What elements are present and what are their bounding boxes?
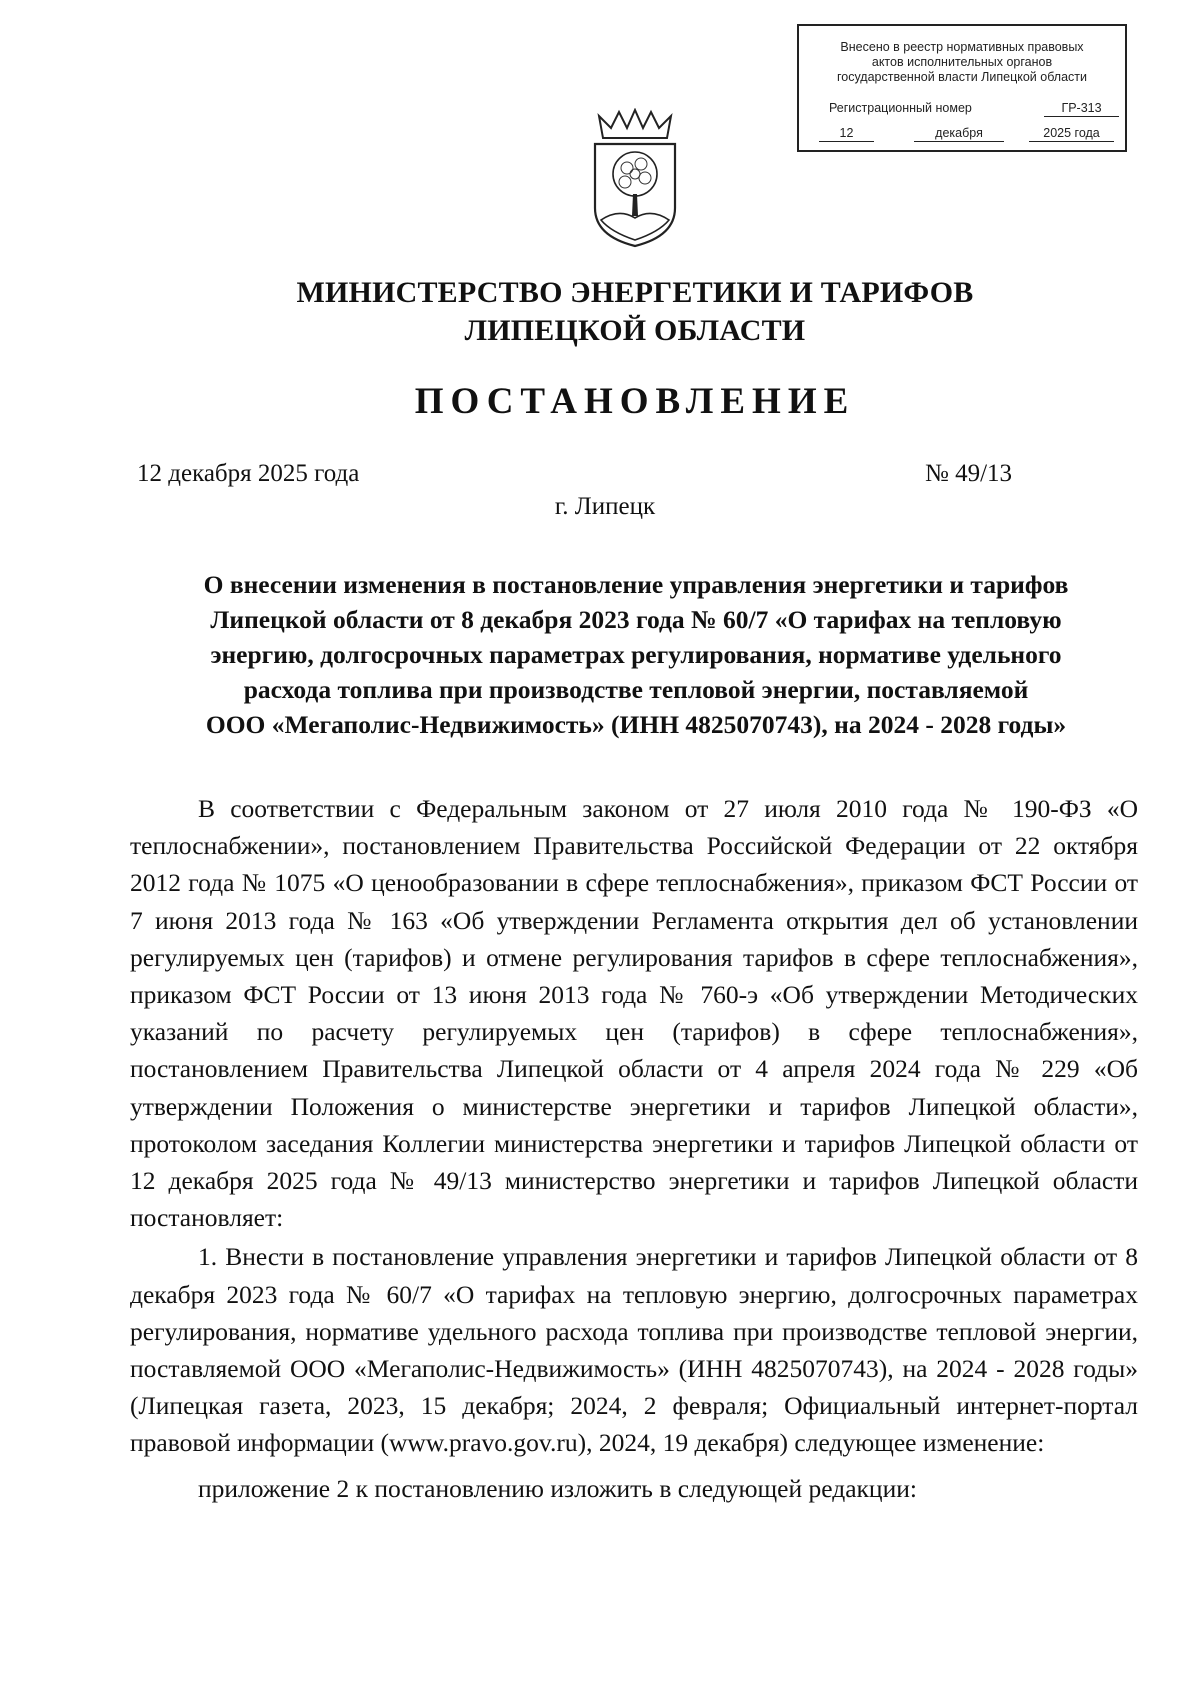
document-type-title: ПОСТАНОВЛЕНИЕ [414,381,856,422]
body-paragraph-appendix: приложение 2 к постановлению изложить в следующей редакции: [198,1473,917,1503]
document-subject [130,567,1142,742]
registry-stamp [797,24,1127,152]
body-paragraph-preamble: В соответствии с Федеральным законом от 27 июля 2010 года № 190-ФЗ «О теплоснабжении», постановлением Правительства Российской Федерации от 22 октября 2012 года № 1075 «О ценообразовании в сфере теплоснабжения», приказом ФСТ России от 7 июня 2013 года № 163 «Об утверждении Регламента открытия дел об установлении регулируемых цен (тарифов) и отмене регулирования тарифов в сфере теплоснабжения», приказом ФСТ России от 13 июня 2013 года № 760-э «Об утверждении Методических указаний по расчету регулируемых цен (тарифов) в сфере теплоснабжения», постановлением Правительства Липецкой области от 4 апреля 2024 года № 229 «Об утверждении Положения о министерстве энергетики и тарифов Липецкой области», протоколом заседания Коллегии министерства энергетики и тарифов Липецкой области от 12 декабря 2025 года № 49/13 министерство энергетики и тарифов Липецкой области постановляет: [130,794,1138,1233]
stamp-registration-row [829,101,1119,116]
stamp-date-row [819,126,1119,144]
subject-line-4: расхода топлива при производстве тепловой энергии, поставляемой [243,675,1029,704]
document-city: г. Липецк [554,493,656,520]
lipetsk-coat-of-arms-icon [589,108,681,248]
subject-line-2: Липецкой области от 8 декабря 2023 года № 60/7 «О тарифах на тепловую [210,605,1062,634]
stamp-registration-label: Регистрационный номер [829,101,972,115]
ministry-name-line-2: ЛИПЕЦКОЙ ОБЛАСТИ [464,314,806,347]
document-body [130,790,1138,1507]
document-number: № 49/13 [925,460,1013,487]
document-date: 12 декабря 2025 года [137,460,360,487]
subject-line-5: ООО «Мегаполис-Недвижимость» (ИНН 4825070743), на 2024 - 2028 годы» [205,710,1067,739]
subject-line-1: О внесении изменения в постановление управления энергетики и тарифов [203,570,1069,599]
stamp-line-3: государственной власти Липецкой области [836,70,1088,84]
stamp-registration-number: ГР-313 [1044,101,1119,117]
stamp-line-2: актов исполнительных органов [871,55,1053,69]
stamp-day: 12 [819,126,874,142]
subject-line-3: энергию, долгосрочных параметрах регулирования, нормативе удельного [210,640,1062,669]
ministry-name-line-1: МИНИСТЕРСТВО ЭНЕРГЕТИКИ И ТАРИФОВ [296,276,974,309]
ministry-name [0,274,1200,350]
body-paragraph-item-1: 1. Внести в постановление управления энергетики и тарифов Липецкой области от 8 декабря 2023 года № 60/7 «О тарифах на тепловую энергию, долгосрочных параметрах регулирования, нормативе удельного расхода топлива при производстве тепловой энергии, поставляемой ООО «Мегаполис-Недвижимость» (ИНН 4825070743), на 2024 - 2028 годы» (Липецкая газета, 2023, 15 декабря; 2024, 2 февраля; Официальный интернет-портал правовой информации (www.pravo.gov.ru), 2024, 19 декабря) следующее изменение: [130,1242,1138,1458]
stamp-month: декабря [914,126,1004,142]
stamp-line-1: Внесено в реестр нормативных правовых [840,40,1084,54]
stamp-year: 2025 года [1029,126,1114,142]
